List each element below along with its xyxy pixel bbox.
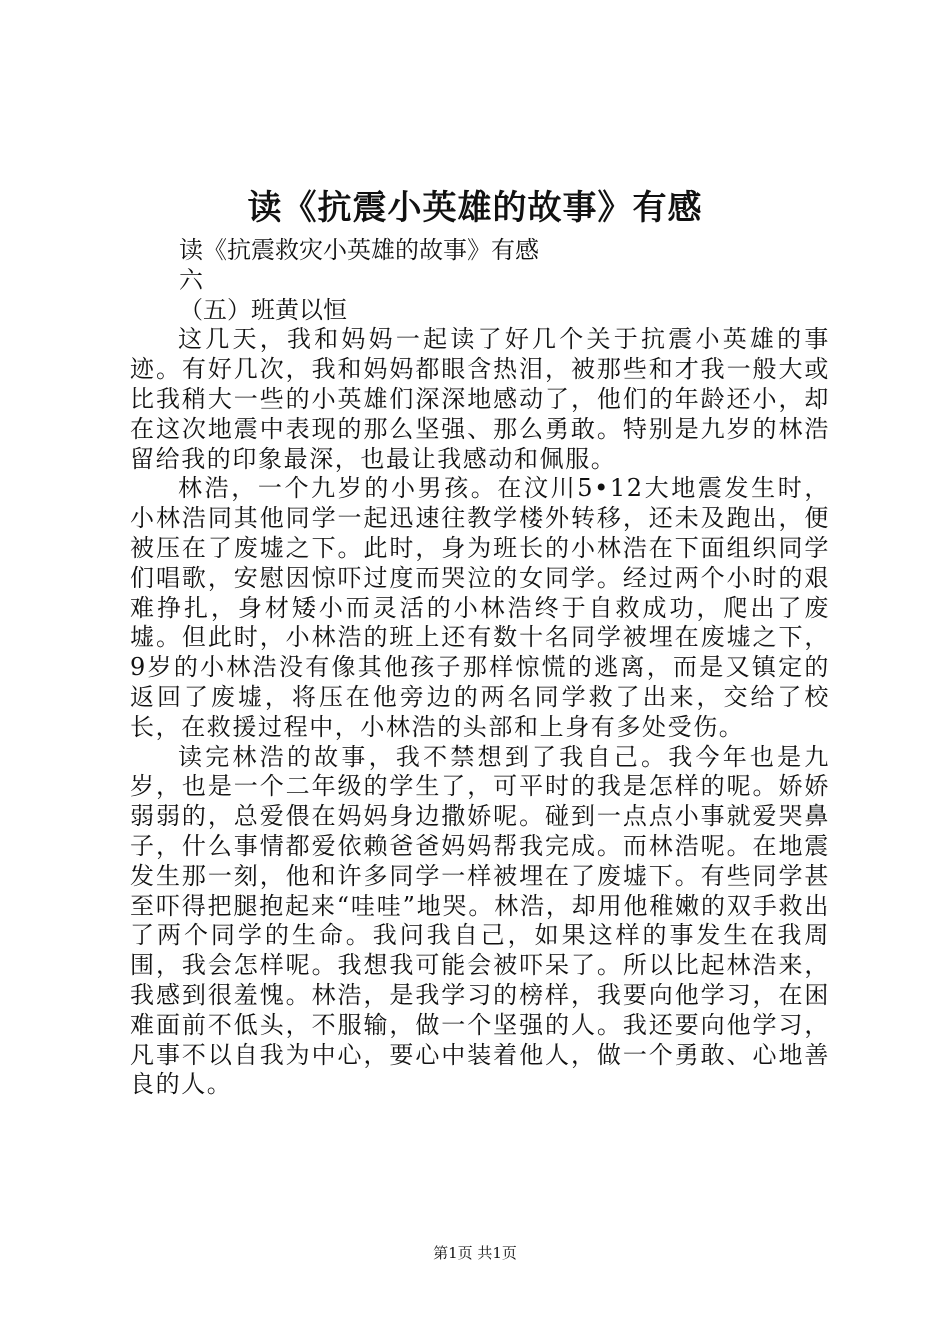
- paragraph-1: 这几天，我和妈妈一起读了好几个关于抗震小英雄的事迹。有好几次，我和妈妈都眼含热泪，被那些和才我一般大或比我稍大一些的小英雄们深深地感动了，他们的年龄还小，却在这次地震中表现的那么坚强、那么勇敢。特别是九岁的林浩留给我的印象最深，也最让我感动和佩服。: [130, 325, 830, 473]
- page-footer: 第1页 共1页: [433, 1244, 517, 1262]
- subtitle: 读《抗震救灾小英雄的故事》有感: [179, 236, 539, 264]
- grade-line: 六: [179, 265, 203, 294]
- document-title: 读《抗震小英雄的故事》有感: [247, 188, 703, 228]
- paragraph-2: 林浩，一个九岁的小男孩。在汶川5•12大地震发生时，小林浩同其他同学一起迅速往教学楼外转移，还未及跑出，便被压在了废墟之下。此时，身为班长的小林浩在下面组织同学们唱歌，安慰因惊吓过度而哭泣的女同学。经过两个小时的艰难挣扎，身材矮小而灵活的小林浩终于自救成功，爬出了废墟。但此时，小林浩的班上还有数十名同学被埋在废墟之下，9岁的小林浩没有像其他孩子那样惊慌的逃离，而是又镇定的返回了废墟，将压在他旁边的两名同学救了出来，交给了校长，在救援过程中，小林浩的头部和上身有多处受伤。: [130, 474, 830, 741]
- paragraph-3: 读完林浩的故事，我不禁想到了我自己。我今年也是九岁，也是一个二年级的学生了，可平时的我是怎样的呢。娇娇弱弱的，总爱偎在妈妈身边撒娇呢。碰到一点点小事就爱哭鼻子，什么事情都爱依赖爸爸妈妈帮我完成。而林浩呢。在地震发生那一刻，他和许多同学一样被埋在了废墟下。有些同学甚至吓得把腿抱起来“哇哇”地哭。林浩，却用他稚嫩的双手救出了两个同学的生命。我问我自己，如果这样的事发生在我周围，我会怎样呢。我想我可能会被吓呆了。所以比起林浩来，我感到很羞愧。林浩，是我学习的榜样，我要向他学习，在困难面前不低头，不服输，做一个坚强的人。我还要向他学习，凡事不以自我为中心，要心中装着他人，做一个勇敢、心地善良的人。: [130, 742, 830, 1099]
- author-line: （五）班黄以恒: [179, 295, 347, 324]
- document-body: [130, 236, 830, 1100]
